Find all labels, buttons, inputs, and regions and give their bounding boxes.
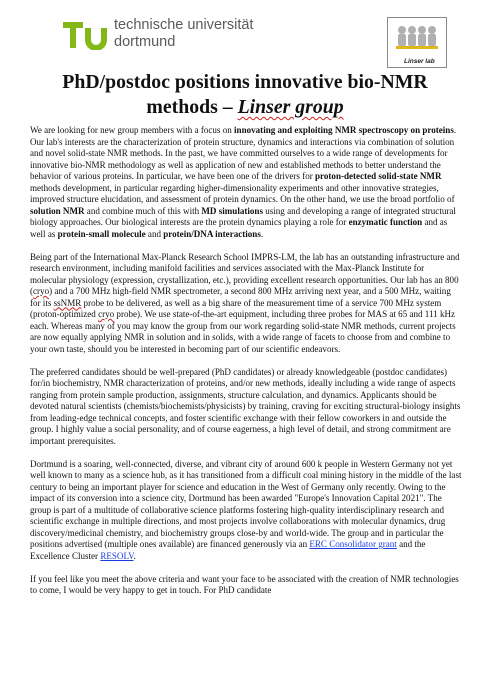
spellcheck-word: cryo bbox=[98, 309, 115, 319]
page-title bbox=[40, 70, 450, 120]
text-segment: using and developing a range of integrated structural biology approaches. Our biological interests are the protein dynamics playing a role for bbox=[30, 205, 456, 227]
text-segment: Dortmund is a soaring, well-connected, diverse, and vibrant city of around 600 k people in Western Germany not yet well known to many as a science hub, as it has transitioned from a difficult coal mining history in the middle of the last century to being an important player for science and education in the West of Germany only recently. Owing to the impact of its conversion into a science city, Dortmund has been awarded "Europe's Innovation Capital 2021". The group is part of a multitude of collaborative science platforms fostering high-quality interdisciplinary research and scientific exchange in multiple directions, and most projects involve collaborations with molecular dynamics, drug discovery/medicinal chemistry, and biochemistry groups close-by and world-wide. The group and in particular the positions advertised (multiple ones available) are financed generously via an bbox=[30, 458, 462, 549]
text-segment: probe). We use state-of-the-art equipment, including three probes for MAS at 65 and 111 kHz each. Whereas many of you may know the group from our work regarding solid-state NMR methods, current projects are now equally applying NMR in solution and in solids, with a wide range of facets to choose from and combine to your own taste, should you be interested in becoming part of our scientific endeavors. bbox=[30, 309, 456, 354]
paragraph-intro bbox=[30, 125, 462, 240]
text-segment: methods development, in particular regarding higher-dimensionality experiments and other innovative strategies, improved structure elucidation, and assessment of protein dynamics. On the other hand, we use the broad portfolio of bbox=[30, 182, 455, 204]
text-segment: probe to be delivered, as well as a big share of the measurement time of a service 700 MHz system (proton-optimized bbox=[30, 297, 442, 319]
spellcheck-word: ssNMR bbox=[53, 297, 82, 308]
document-body bbox=[30, 125, 462, 608]
bold-text: innovating and exploiting NMR spectroscopy on proteins bbox=[234, 125, 454, 135]
text-segment: and as well as bbox=[30, 217, 448, 239]
university-name bbox=[114, 17, 253, 51]
text-segment: and bbox=[145, 228, 164, 239]
paragraph-infrastructure bbox=[30, 252, 462, 356]
text-segment: We are looking for new group members with a focus on bbox=[30, 125, 235, 135]
title-prefix: PhD/postdoc positions innovative bio-NMR methods – bbox=[62, 71, 428, 118]
text-segment: and combine much of this with bbox=[84, 205, 202, 216]
paragraph-dortmund bbox=[30, 459, 462, 563]
university-name-line1: technische universität bbox=[114, 17, 254, 33]
text-segment: Being part of the International Max-Planck Research School IMPRS-LM, the lab has an outstanding infrastructure and research environment, including manifold facilities and services associated with the Max-Planck Institute for molecular physiology (expression, crystallization, etc.), providing excellent research opportunities. Our lab has an 800 ( bbox=[30, 251, 460, 296]
resolv-link[interactable]: RESOLV bbox=[100, 550, 134, 561]
bold-text: protein-small molecule bbox=[57, 228, 146, 239]
bold-text: MD simulations bbox=[201, 205, 263, 216]
text-segment: Our lab's interests are the characterization of protein structure, dynamics and interactions via combination of solution and novel solid-state NMR methods. In the past, we have committed ourselves to a wide range of developments for innovative bio-NMR methodology as well as application of new and established methods to better understand the behavior of various proteins. In particular, we have been one of the drivers for bbox=[30, 136, 455, 181]
text-segment: and the Excellence Cluster bbox=[30, 539, 426, 561]
text-segment: ) and a 700 MHz high-field NMR spectrometer, a second 800 MHz arriving next year, and a 500 MHz, waiting for its bbox=[30, 286, 451, 308]
bold-text: protein/DNA interactions bbox=[163, 228, 261, 239]
text-segment: . bbox=[260, 228, 264, 239]
page-header bbox=[0, 0, 490, 72]
linser-lab-logo bbox=[387, 17, 447, 68]
university-name-line2: dortmund bbox=[114, 34, 176, 50]
spellcheck-word: cryo bbox=[33, 286, 50, 296]
bold-text: enzymatic function bbox=[348, 217, 423, 227]
tu-dortmund-logo-icon bbox=[63, 20, 111, 50]
bold-text: solution NMR bbox=[30, 205, 85, 216]
text-segment: . bbox=[453, 125, 457, 135]
text-segment: . bbox=[133, 550, 136, 561]
lab-figures-icon bbox=[388, 18, 446, 58]
erc-grant-link[interactable]: ERC Consolidator grant bbox=[309, 539, 397, 549]
lab-logo-label: Linser lab bbox=[404, 58, 435, 65]
bold-text: proton-detected solid-state NMR bbox=[315, 171, 442, 181]
title-group-name: Linser group bbox=[237, 96, 344, 118]
paragraph-candidates: The preferred candidates should be well-prepared (PhD candidates) or already knowledgeable (postdoc candidates) for/in biochemistry, NMR characterization of proteins, and/or new methods, ideally including a wide range of aspects ranging from protein sample production, assignments, structure calculation, and dynamics. Applicants should be devoted natural scientists (chemists/biochemists/physicists) by training, craving for exciting structural-biology insights from leading-edge technical concepts, and foster scientific exchange with their fellow coworkers in and outside the group. I highly value a social personality, and of course eagerness, a high level of detail, and strong commitment are important prerequisites. bbox=[30, 366, 461, 446]
paragraph-contact: If you feel like you meet the above criteria and want your face to be associated with the creation of NMR technologies to come, I would be very happy to get in touch. For PhD candidate bbox=[30, 573, 459, 595]
